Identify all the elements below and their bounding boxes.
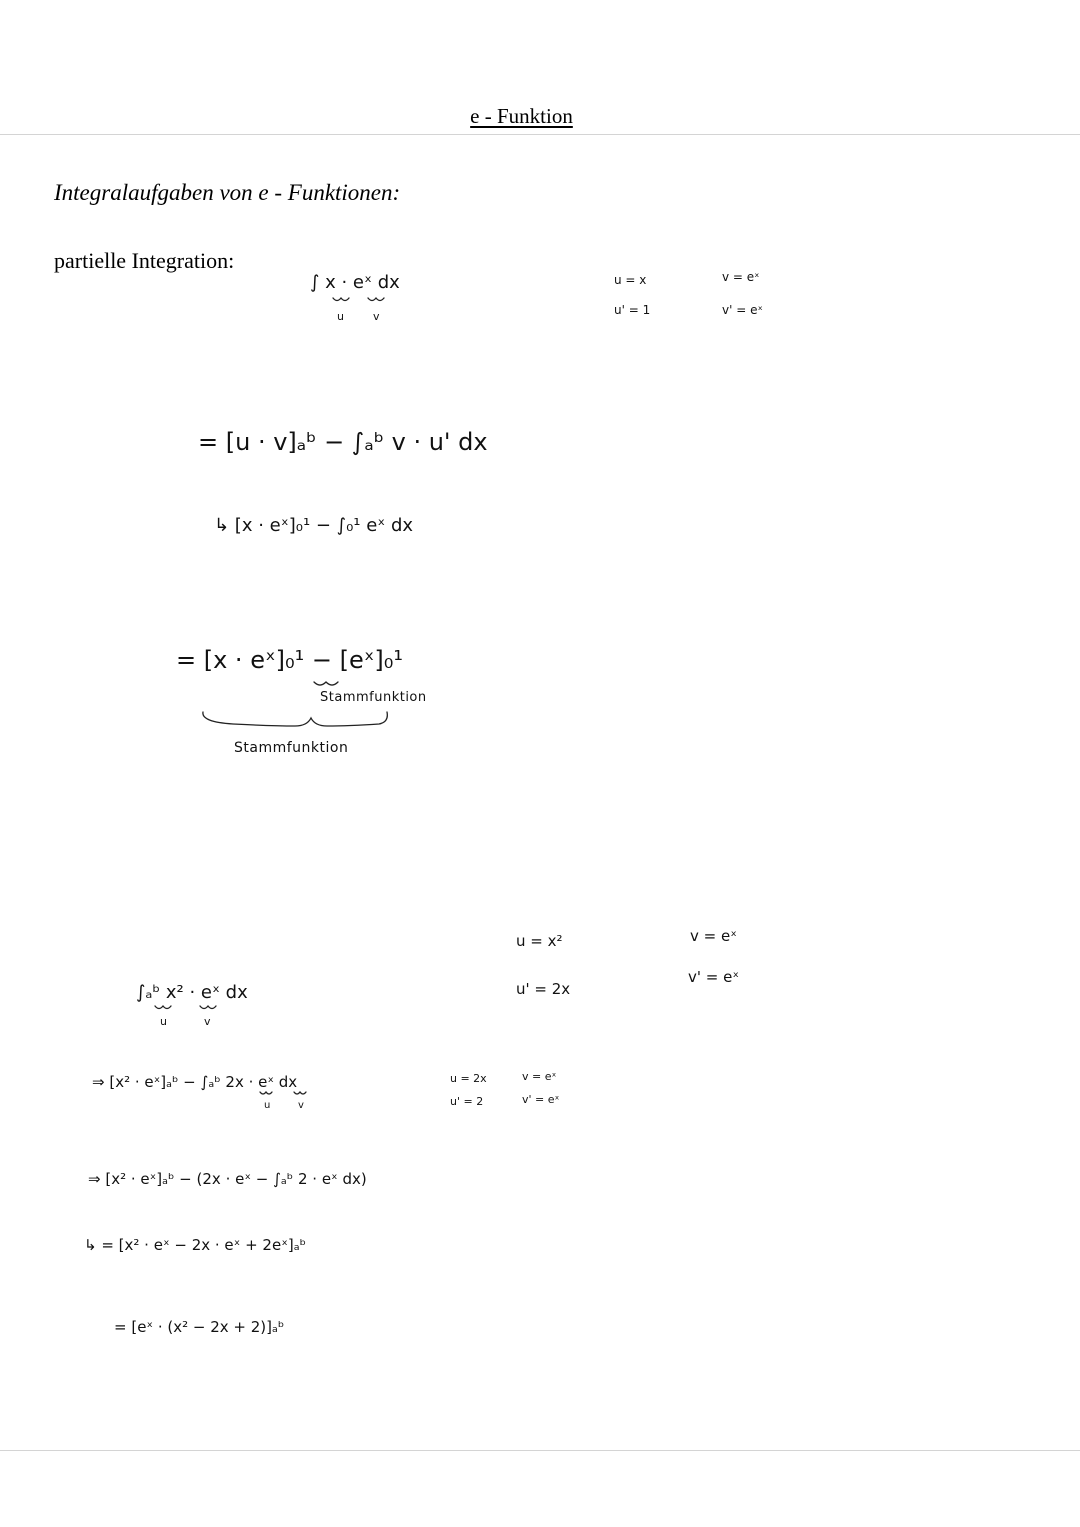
example1-under-u: u [337, 310, 345, 323]
example1-u-prime: u' = 1 [614, 303, 651, 317]
page-title: e - Funktion [470, 104, 573, 128]
example2-step1-v-brace [294, 1092, 306, 1094]
section-heading: Integralaufgaben von e - Funktionen: [54, 180, 401, 205]
example2-step3: ↳ = [x² · eˣ − 2x · eˣ + 2eˣ]ₐᵇ [84, 1236, 307, 1254]
example1-u: u = x [614, 273, 647, 287]
example1-u-brace [333, 298, 349, 301]
example2-step4: = [eˣ · (x² − 2x + 2)]ₐᵇ [114, 1318, 285, 1336]
example2-v: v = eˣ [690, 927, 737, 945]
example1-small-brace [314, 682, 338, 685]
example2-step1-under-u: u [264, 1100, 271, 1111]
example2-v2-prime: v' = eˣ [522, 1093, 560, 1106]
example2-step1-u-brace [260, 1092, 272, 1094]
example2-u-brace [155, 1006, 171, 1009]
example2-v-brace [200, 1006, 216, 1009]
example1-v-brace [368, 298, 384, 301]
header-rule [0, 134, 1080, 135]
example2-integral: ∫ₐᵇ x² · eˣ dx [136, 982, 248, 1003]
example1-integral: ∫ x · eˣ dx [310, 272, 400, 293]
example1-v-prime: v' = eˣ [722, 303, 763, 317]
example2-u2-prime: u' = 2 [450, 1095, 484, 1108]
example2-step1-under-v: v [298, 1100, 305, 1111]
example2-v2: v = eˣ [522, 1070, 557, 1083]
example2-u: u = x² [516, 932, 563, 950]
example2-v-prime: v' = eˣ [688, 968, 739, 986]
example1-applied: ↳ [x · eˣ]₀¹ − ∫₀¹ eˣ dx [214, 515, 414, 536]
example1-note-small: Stammfunktion [320, 690, 427, 705]
example2-u-prime: u' = 2x [516, 980, 571, 998]
example1-note-brace: Stammfunktion [234, 740, 349, 756]
sub-heading-partial-integration: partielle Integration: [54, 248, 235, 273]
example1-result: = [x · eˣ]₀¹ − [eˣ]₀¹ [176, 646, 403, 674]
example1-formula: = [u · v]ₐᵇ − ∫ₐᵇ v · u' dx [198, 428, 488, 456]
example2-step2: ⇒ [x² · eˣ]ₐᵇ − (2x · eˣ − ∫ₐᵇ 2 · eˣ dx) [88, 1170, 367, 1188]
example2-under-v: v [204, 1015, 212, 1028]
example1-v: v = eˣ [722, 270, 760, 284]
example2-under-u: u [160, 1015, 168, 1028]
example1-under-v: v [373, 310, 381, 323]
example1-large-brace [203, 712, 387, 726]
footer-rule [0, 1450, 1080, 1451]
example2-u2: u = 2x [450, 1072, 487, 1085]
example2-step1: ⇒ [x² · eˣ]ₐᵇ − ∫ₐᵇ 2x · eˣ dx [92, 1073, 298, 1091]
